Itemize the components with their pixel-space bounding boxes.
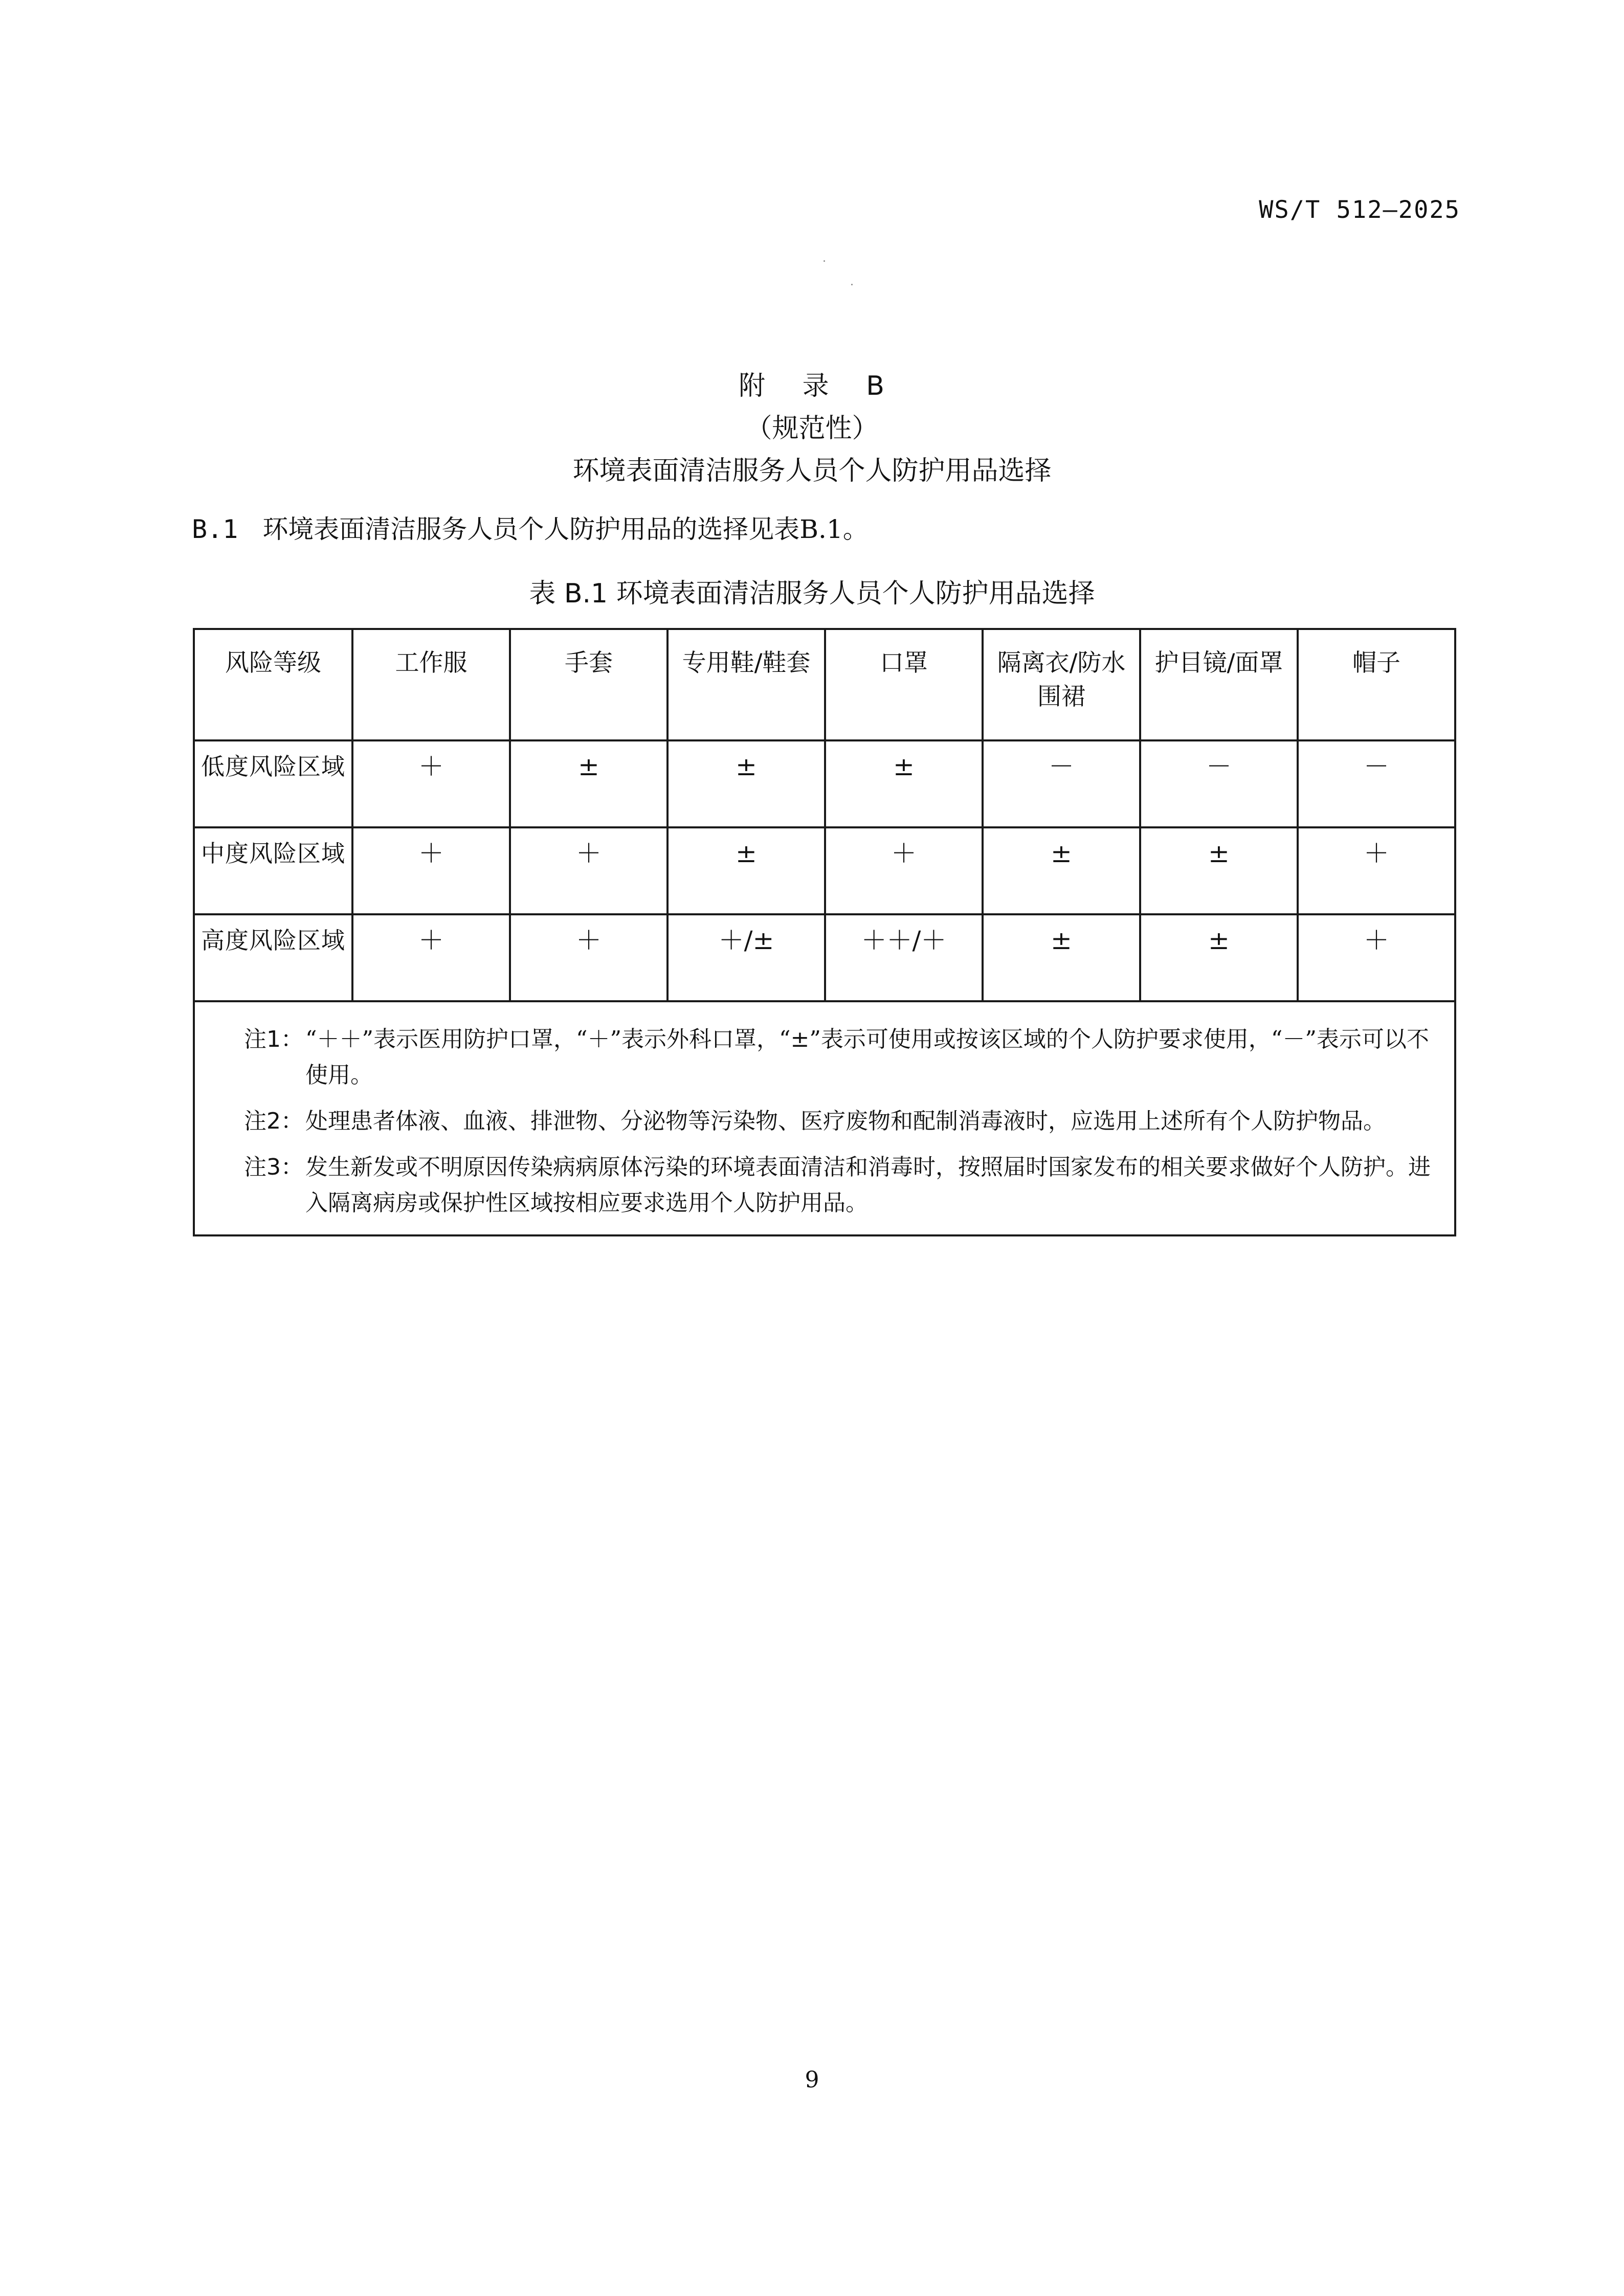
table-cell: ± <box>1140 827 1298 914</box>
table-cell: ＋＋/＋ <box>825 914 983 1001</box>
table-cell: ± <box>510 740 668 827</box>
header-gown: 隔离衣/防水围裙 <box>983 629 1140 740</box>
note-label: 注1： <box>244 1026 303 1052</box>
table-caption: 表 B.1 环境表面清洁服务人员个人防护用品选择 <box>529 578 1095 609</box>
table-notes <box>194 1001 1455 1235</box>
table-cell: ＋ <box>352 740 510 827</box>
scan-dot <box>824 260 825 262</box>
table-cell: ＋ <box>510 914 668 1001</box>
page-number: 9 <box>805 2067 819 2093</box>
table-row <box>194 827 1455 914</box>
table-cell: － <box>1140 740 1298 827</box>
table-notes-row <box>194 1001 1455 1235</box>
table-note <box>195 1022 1454 1093</box>
clause-b1 <box>192 509 869 546</box>
table-note <box>195 1104 1454 1139</box>
table-cell: ＋/± <box>668 914 825 1001</box>
table-cell: ± <box>668 740 825 827</box>
table-cell: ＋ <box>352 827 510 914</box>
note-text: 发生新发或不明原因传染病病原体污染的环境表面清洁和消毒时，按照届时国家发布的相关要求做好个人防护。进入隔离病房或保护性区域按相应要求选用个人防护用品。 <box>305 1154 1431 1216</box>
note-text: 处理患者体液、血液、排泄物、分泌物等污染物、医疗废物和配制消毒液时，应选用上述所有个人防护物品。 <box>305 1108 1386 1134</box>
appendix-char: 录 <box>802 371 830 401</box>
clause-number: B.1 <box>192 514 238 544</box>
table-cell: ± <box>668 827 825 914</box>
document-code: WS/T 512—2025 <box>1259 196 1460 224</box>
table-row <box>194 740 1455 827</box>
row-label: 低度风险区域 <box>194 740 352 827</box>
appendix-char: 附 <box>739 371 767 401</box>
header-risk-level: 风险等级 <box>194 629 352 740</box>
row-label: 高度风险区域 <box>194 914 352 1001</box>
table-cell: ± <box>1140 914 1298 1001</box>
note-label: 注2： <box>244 1108 303 1134</box>
appendix-char: B <box>866 371 885 401</box>
appendix-heading <box>0 364 1624 402</box>
table-cell: － <box>1298 740 1455 827</box>
ppe-table <box>193 628 1456 1236</box>
table-header-row <box>194 629 1455 740</box>
header-shoes: 专用鞋/鞋套 <box>668 629 825 740</box>
clause-text: 环境表面清洁服务人员个人防护用品的选择见表B.1。 <box>262 514 869 544</box>
table-cell: ＋ <box>1298 914 1455 1001</box>
header-goggles: 护目镜/面罩 <box>1140 629 1298 740</box>
table-cell: ＋ <box>510 827 668 914</box>
note-text: “＋＋”表示医用防护口罩，“＋”表示外科口罩，“±”表示可使用或按该区域的个人防护要求使用，“－”表示可以不使用。 <box>305 1026 1429 1088</box>
header-work-clothes: 工作服 <box>352 629 510 740</box>
scan-dot <box>851 284 853 285</box>
table-cell: ＋ <box>825 827 983 914</box>
header-mask: 口罩 <box>825 629 983 740</box>
row-label: 中度风险区域 <box>194 827 352 914</box>
annex-title: 环境表面清洁服务人员个人防护用品选择 <box>572 456 1052 486</box>
header-gloves: 手套 <box>510 629 668 740</box>
table-cell: ± <box>983 914 1140 1001</box>
table-cell: ± <box>983 827 1140 914</box>
table-note <box>195 1150 1454 1221</box>
table-cell: ± <box>825 740 983 827</box>
note-label: 注3： <box>244 1154 303 1180</box>
table-cell: － <box>983 740 1140 827</box>
normative-label: （规范性） <box>745 413 879 444</box>
table-cell: ＋ <box>352 914 510 1001</box>
table-cell: ＋ <box>1298 827 1455 914</box>
table-row <box>194 914 1455 1001</box>
header-cap: 帽子 <box>1298 629 1455 740</box>
